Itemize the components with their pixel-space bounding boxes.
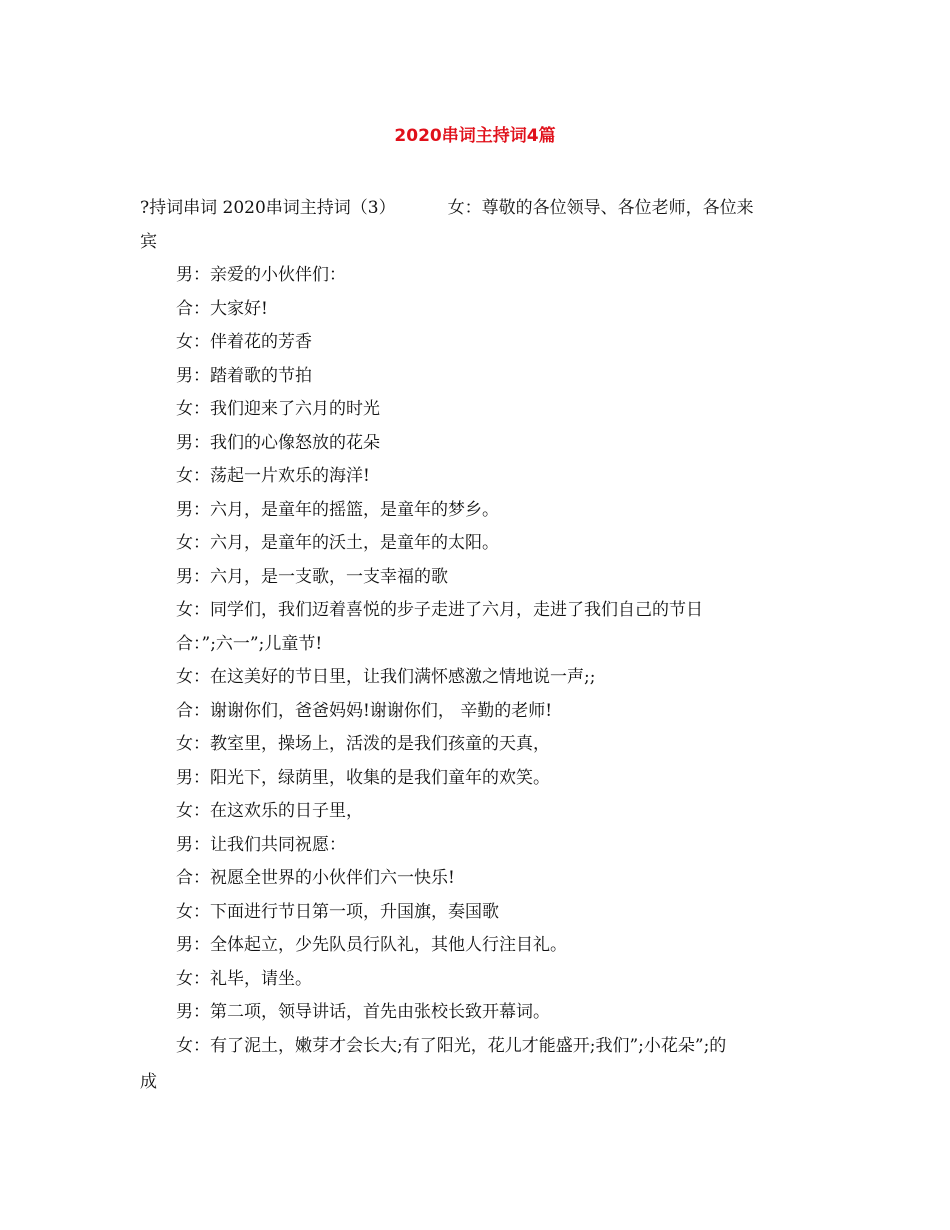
intro-line [140, 196, 820, 220]
script-line: 女：伴着花的芳香 [176, 332, 312, 352]
script-line: 男：我们的心像怒放的花朵 [176, 432, 380, 453]
script-line: 合：谢谢你们，爸爸妈妈!谢谢你们， 辛勤的老师! [176, 700, 553, 721]
intro-continuation: 宾 [140, 232, 157, 252]
final-continuation: 成 [140, 1072, 157, 1092]
script-line: 女：礼毕，请坐。 [176, 968, 312, 989]
script-line: 男：阳光下，绿荫里，收集的是我们童年的欢笑。 [176, 767, 550, 788]
script-line: 女：我们迎来了六月的时光 [176, 399, 380, 419]
document-title: 2020串词主持词4篇 [394, 126, 556, 146]
script-line: 女：六月，是童年的沃土，是童年的太阳。 [176, 533, 499, 553]
script-line: 女：同学们，我们迈着喜悦的步子走进了六月，走进了我们自己的节日 [176, 600, 703, 620]
script-line: 男：第二项，领导讲话，首先由张校长致开幕词。 [176, 1002, 550, 1022]
script-line: 男：让我们共同祝愿： [176, 834, 346, 855]
script-line: 男：全体起立，少先队员行队礼，其他人行注目礼。 [176, 935, 567, 955]
script-line: 男：踏着歌的节拍 [176, 365, 312, 386]
script-line: 女：教室里，操场上，活泼的是我们孩童的天真， [176, 734, 550, 754]
script-line: 合：大家好! [176, 298, 268, 319]
final-line: 女：有了泥土，嫩芽才会长大;有了阳光，花儿才能盛开;我们”;小花朵”;的 [176, 1036, 727, 1056]
script-line: 男：六月，是童年的摇篮，是童年的梦乡。 [176, 499, 499, 520]
script-line: 女：荡起一片欢乐的海洋! [176, 466, 370, 486]
intro-heading: ?持词串词 2020串词主持词（3） [140, 198, 396, 218]
script-line: 合：祝愿全世界的小伙伴们六一快乐! [176, 868, 455, 888]
script-line: 男：亲爱的小伙伴们： [176, 265, 346, 285]
script-line: 女：在这美好的节日里，让我们满怀感激之情地说一声;; [176, 667, 596, 687]
script-line: 合：”;六一”;儿童节! [176, 633, 323, 654]
script-lines [0, 263, 950, 1034]
script-line: 女：在这欢乐的日子里， [176, 801, 363, 821]
intro-speech: 女：尊敬的各位领导、各位老师，各位来 [447, 198, 754, 218]
script-line: 女：下面进行节日第一项，升国旗，奏国歌 [176, 901, 499, 922]
script-line: 男：六月，是一支歌，一支幸福的歌 [176, 566, 448, 587]
